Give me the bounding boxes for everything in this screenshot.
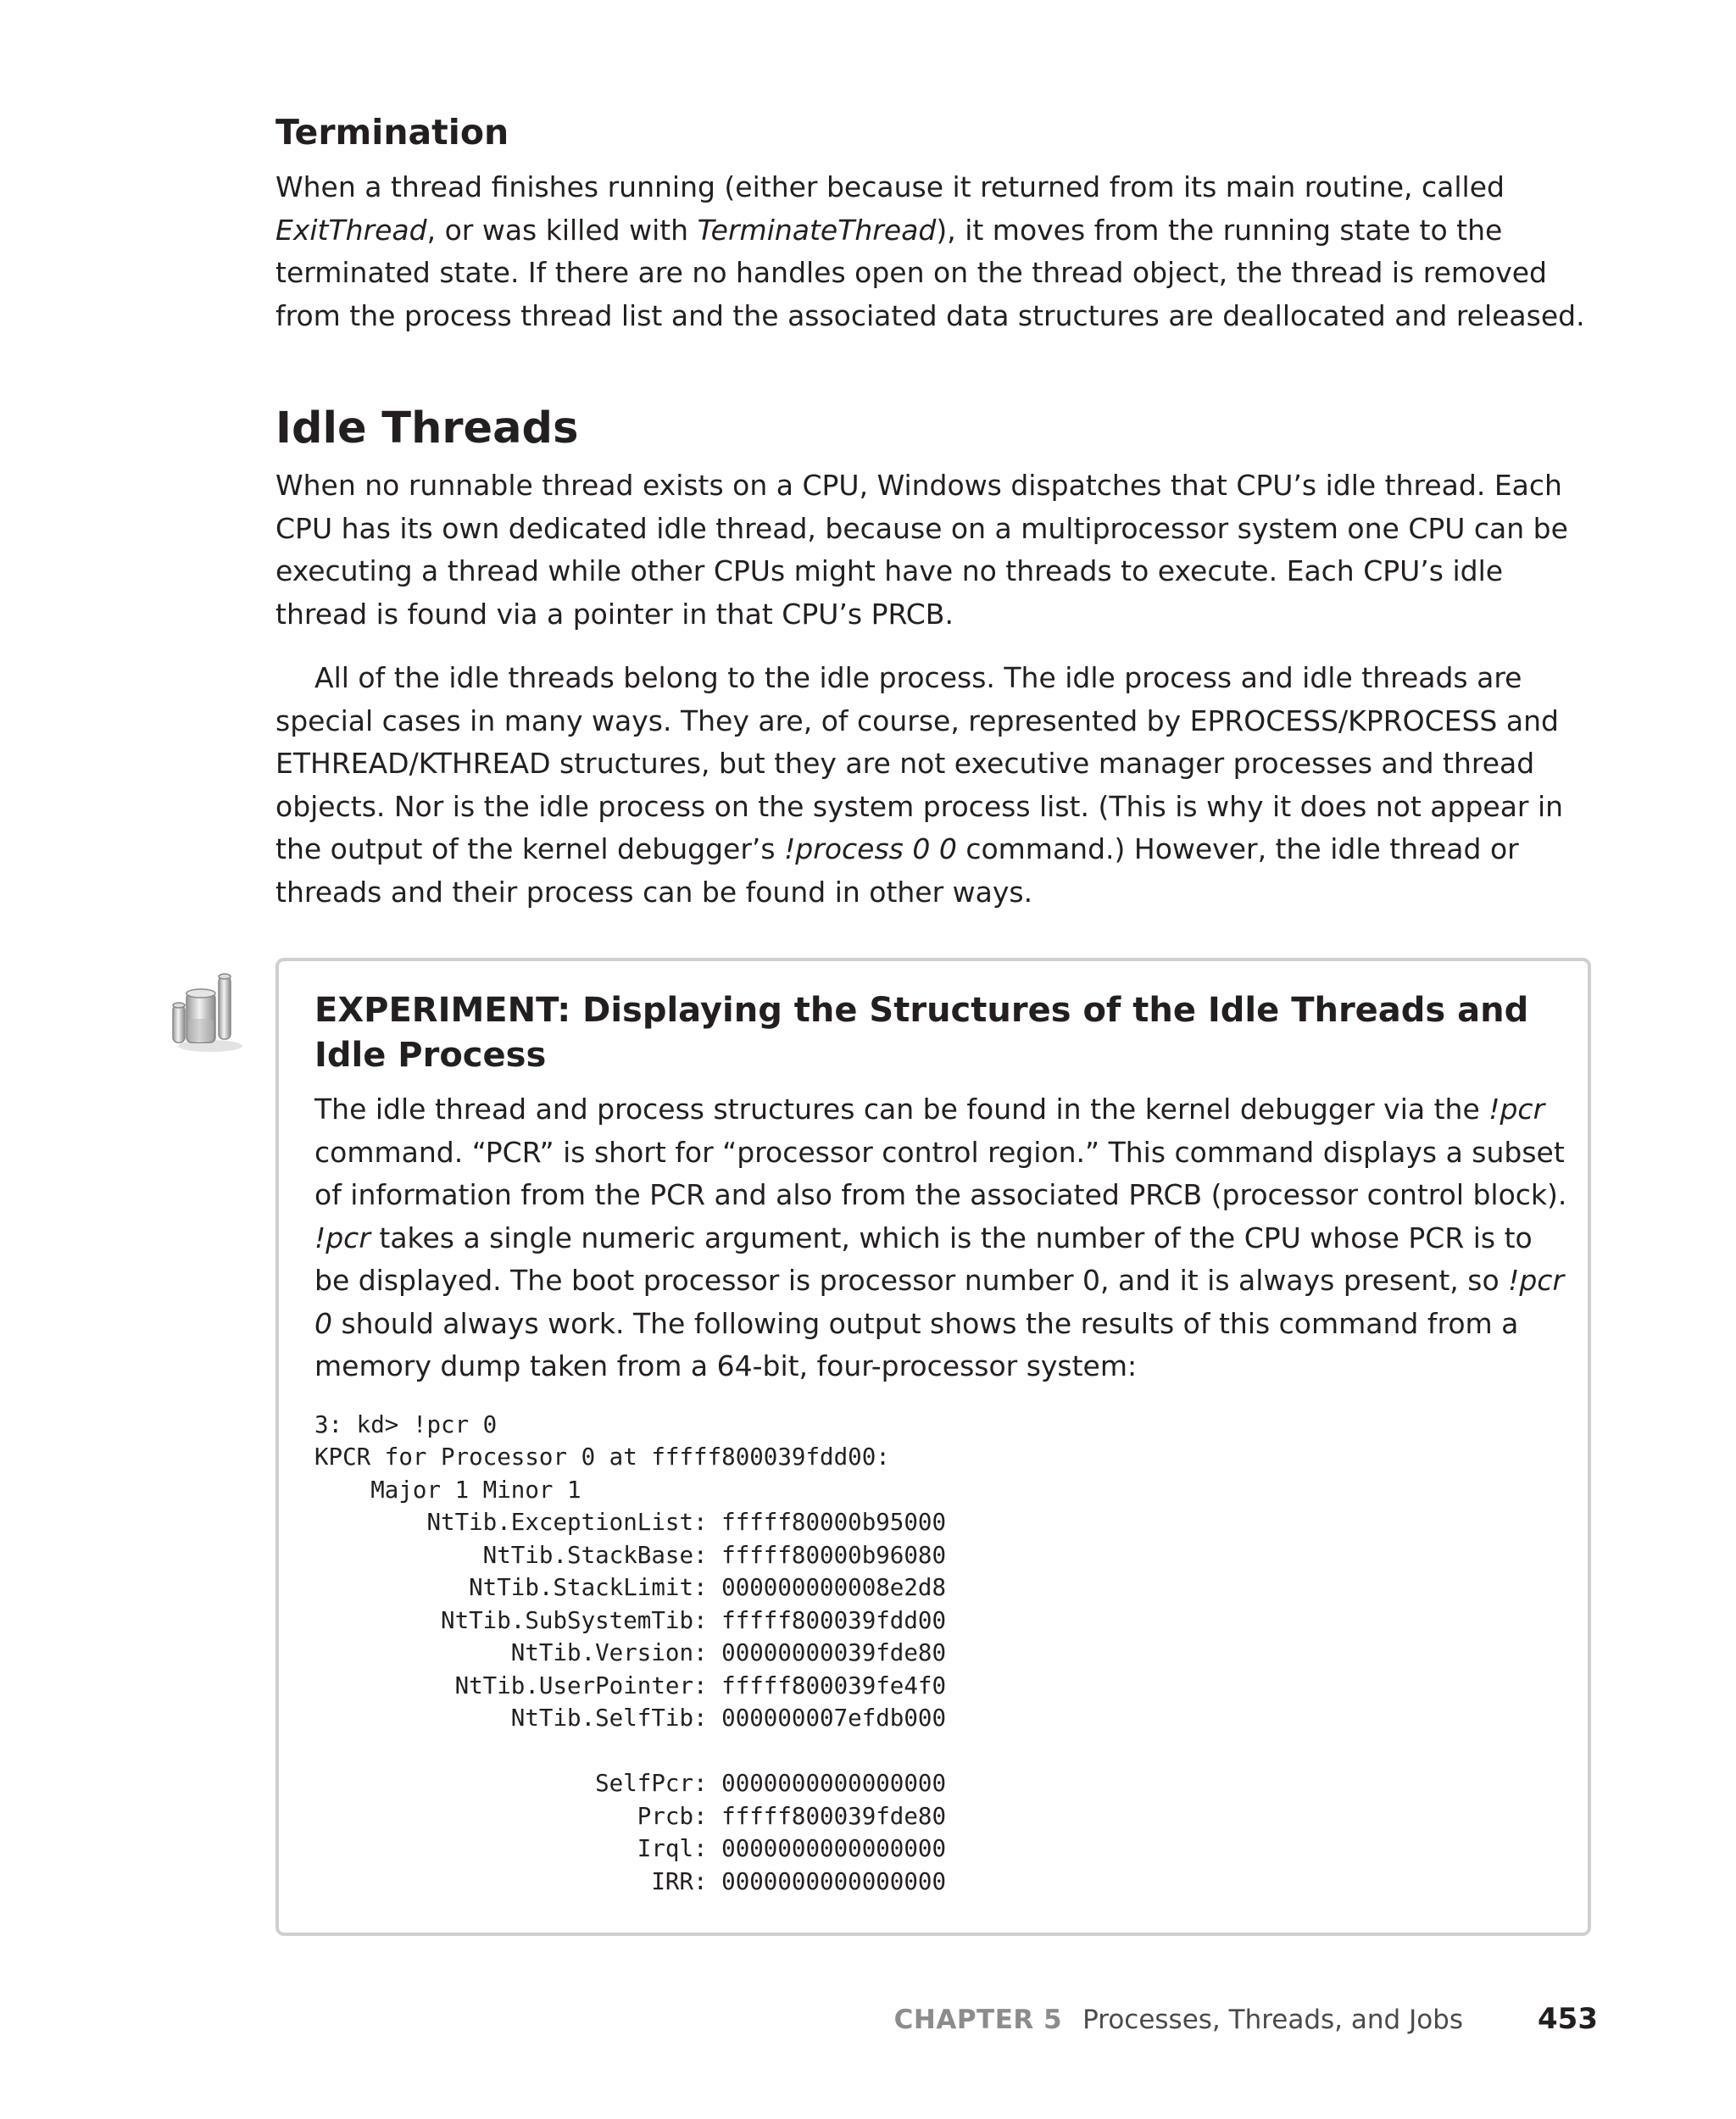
idle-threads-heading: Idle Threads [275, 403, 579, 453]
experiment-text: The idle thread and process structures can be found in the kernel debugger via the [314, 1093, 1489, 1126]
chapter-title: Processes, Threads, and Jobs [1082, 2005, 1464, 2035]
terminatethread-term: TerminateThread [697, 213, 937, 247]
page-number: 453 [1538, 2002, 1598, 2036]
debugger-output-code: 3: kd> !pcr 0 KPCR for Processor 0 at fffff800039fdd00: Major 1 Minor 1 NtTib.ExceptionList: fffff80000b95000 NtTib.StackBase: fffff80000b96080 NtTib.StackLimit: 000000000008e2d8 NtTib.SubSystemTib: fffff800039fdd00 NtTib.Version: 00000000039fde80 NtTib.UserPointer: fffff800039fe4f0 NtTib.SelfTib: 000000007efdb000 SelfPcr: 0000000000000000 Prcb: fffff800039fde80 Irql: 0000000000000000 IRR: 0000000000000000 [314, 1410, 947, 1895]
beaker-icon [168, 971, 244, 1056]
experiment-title: EXPERIMENT: Displaying the Structures of the Idle Threads and Idle Process [314, 991, 1529, 1075]
termination-paragraph [275, 166, 1598, 337]
idle-threads-paragraph-2 [275, 657, 1598, 914]
experiment-text: takes a single numeric argument, which is the number of the CPU whose PCR is to be displayed. The boot processor is processor number 0, and it is always present, so [314, 1221, 1533, 1297]
experiment-text: should always work. The following output shows the results of this command from a memory dump taken from a 64-bit, four-processor system: [314, 1306, 1519, 1382]
idle-threads-paragraph-1: When no runnable thread exists on a CPU, Windows dispatches that CPU’s idle thread. Each CPU has its own dedicated idle thread, because on a multiprocessor system one CPU can be executing a thread while other CPUs might have no threads to execute. Each CPU’s idle thread is found via a pointer in that CPU’s PRCB. [275, 469, 1568, 631]
experiment-box [275, 958, 1591, 1936]
termination-text: ), it moves from the running state to the terminated state. If there are no handles open on the thread object, the thread is removed from the process thread list and the associated data structures are deallocated and released. [275, 213, 1585, 332]
experiment-paragraph [314, 1088, 1569, 1388]
idle-threads-text: command.) However, the idle thread or threads and their process can be found in other ways. [275, 832, 1519, 909]
chapter-label: CHAPTER 5 [893, 2005, 1063, 2035]
exitthread-term: ExitThread [275, 213, 427, 247]
process-command-term: !process 0 0 [784, 832, 957, 865]
idle-threads-text: All of the idle threads belong to the idle process. The idle process and idle threads are special cases in many ways. They are, of course, represented by EPROCESS/KPROCESS and ETHREAD/KTHREAD structures, but they are not executive manager processes and thread objects. Nor is the idle process on the system process list. (This is why it does not appear in the output of the kernel debugger’s [275, 661, 1564, 865]
pcr-command-term: !pcr [314, 1221, 370, 1254]
termination-text: When a thread finishes running (either because it returned from its main routine, called [275, 170, 1505, 203]
pcr-0-command-term: !pcr 0 [314, 1264, 1565, 1340]
pcr-command-term: !pcr [1488, 1093, 1545, 1126]
page-footer [894, 2002, 1598, 2037]
experiment-text: command. “PCR” is short for “processor control region.” This command displays a subset of information from the PCR and also from the associated PRCB (processor control block). [314, 1135, 1567, 1211]
termination-heading: Termination [275, 112, 509, 153]
experiment-content [314, 988, 1569, 1898]
termination-text: , or was killed with [426, 213, 698, 247]
